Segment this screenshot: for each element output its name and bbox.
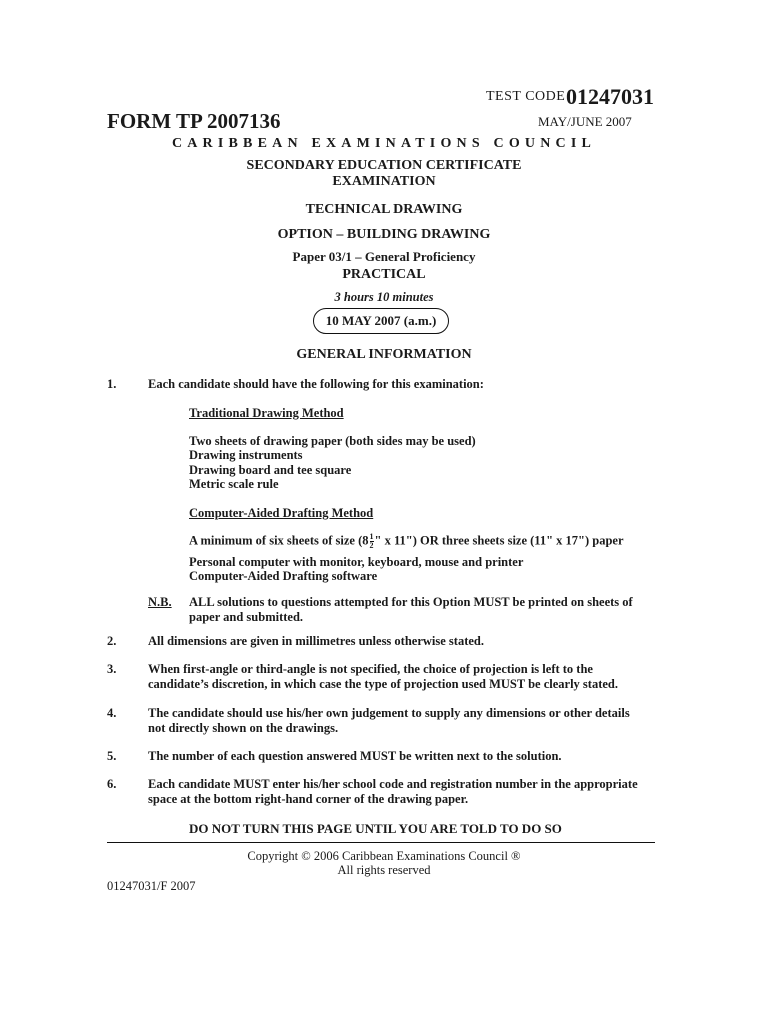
item-text: The number of each question answered MUST be written next to the solution. (148, 749, 562, 763)
subject-title: TECHNICAL DRAWING (305, 202, 463, 217)
item-number: 4. (107, 706, 117, 720)
traditional-list-item: Drawing board and tee square (189, 463, 352, 477)
item-text: All dimensions are given in millimetres unless otherwise stated. (148, 634, 484, 648)
general-information-heading: GENERAL INFORMATION (296, 347, 472, 362)
do-not-turn-warning: DO NOT TURN THIS PAGE UNTIL YOU ARE TOLD TO DO SO (189, 821, 562, 836)
nb-label: N.B. (148, 595, 172, 609)
nb-text-line1: ALL solutions to questions attempted for this Option MUST be printed on sheets of (189, 595, 633, 609)
form-tp-number: FORM TP 2007136 (107, 109, 281, 133)
item-number: 5. (107, 749, 117, 763)
item-text: The candidate should use his/her own judgement to supply any dimensions or other details (148, 706, 630, 720)
cad-list-item: Computer-Aided Drafting software (189, 569, 378, 583)
item-number: 3. (107, 662, 117, 676)
certificate-title-line2: EXAMINATION (332, 174, 436, 189)
council-name: CARIBBEAN EXAMINATIONS COUNCIL (171, 136, 597, 151)
fraction-numerator: 1 (369, 532, 374, 541)
footer-divider (107, 842, 655, 843)
item-number: 2. (107, 634, 117, 648)
cad-method-heading: Computer-Aided Drafting Method (189, 506, 374, 520)
item-text: Each candidate MUST enter his/her school code and registration number in the appropriate (148, 777, 638, 791)
footer-paper-code: 01247031/F 2007 (107, 879, 196, 893)
item-text: not directly shown on the drawings. (148, 721, 339, 735)
exam-duration: 3 hours 10 minutes (334, 290, 434, 304)
test-code-label: TEST CODE (486, 89, 566, 104)
nb-text-line2: paper and submitted. (189, 610, 304, 624)
traditional-method-heading: Traditional Drawing Method (189, 406, 344, 420)
item-number: 6. (107, 777, 117, 791)
paper-title: Paper 03/1 – General Proficiency (292, 249, 476, 264)
exam-date-box: 10 MAY 2007 (a.m.) (313, 308, 449, 334)
exam-session: MAY/JUNE 2007 (538, 114, 632, 129)
item-number: 1. (107, 377, 117, 391)
cad-list-item: Personal computer with monitor, keyboard, mouse and printer (189, 555, 524, 569)
certificate-title-line1: SECONDARY EDUCATION CERTIFICATE (246, 158, 522, 173)
paper-type: PRACTICAL (342, 267, 426, 282)
cad-paper-text: A minimum of six sheets of size (8 (189, 533, 369, 548)
cad-paper-text-rest: " x 11") OR three sheets size (11" x 17") paper (374, 533, 624, 548)
fraction-half (370, 533, 374, 550)
item-text: candidate’s discretion, in which case the type of projection used MUST be clearly stated. (148, 677, 619, 691)
test-code: 01247031 (566, 84, 654, 109)
copyright-line1: Copyright © 2006 Caribbean Examinations Council ® (247, 849, 521, 863)
fraction-denominator: 2 (369, 541, 374, 550)
traditional-list-item: Two sheets of drawing paper (both sides may be used) (189, 434, 476, 448)
item-text: When first-angle or third-angle is not specified, the choice of projection is left to the (148, 662, 593, 676)
option-title: OPTION – BUILDING DRAWING (277, 227, 491, 242)
traditional-list-item: Drawing instruments (189, 448, 303, 462)
copyright-line2: All rights reserved (337, 863, 431, 877)
cad-paper-requirement (189, 533, 624, 550)
item-text: space at the bottom right-hand corner of the drawing paper. (148, 792, 469, 806)
item-text: Each candidate should have the following for this examination: (148, 377, 484, 391)
traditional-list-item: Metric scale rule (189, 477, 279, 491)
